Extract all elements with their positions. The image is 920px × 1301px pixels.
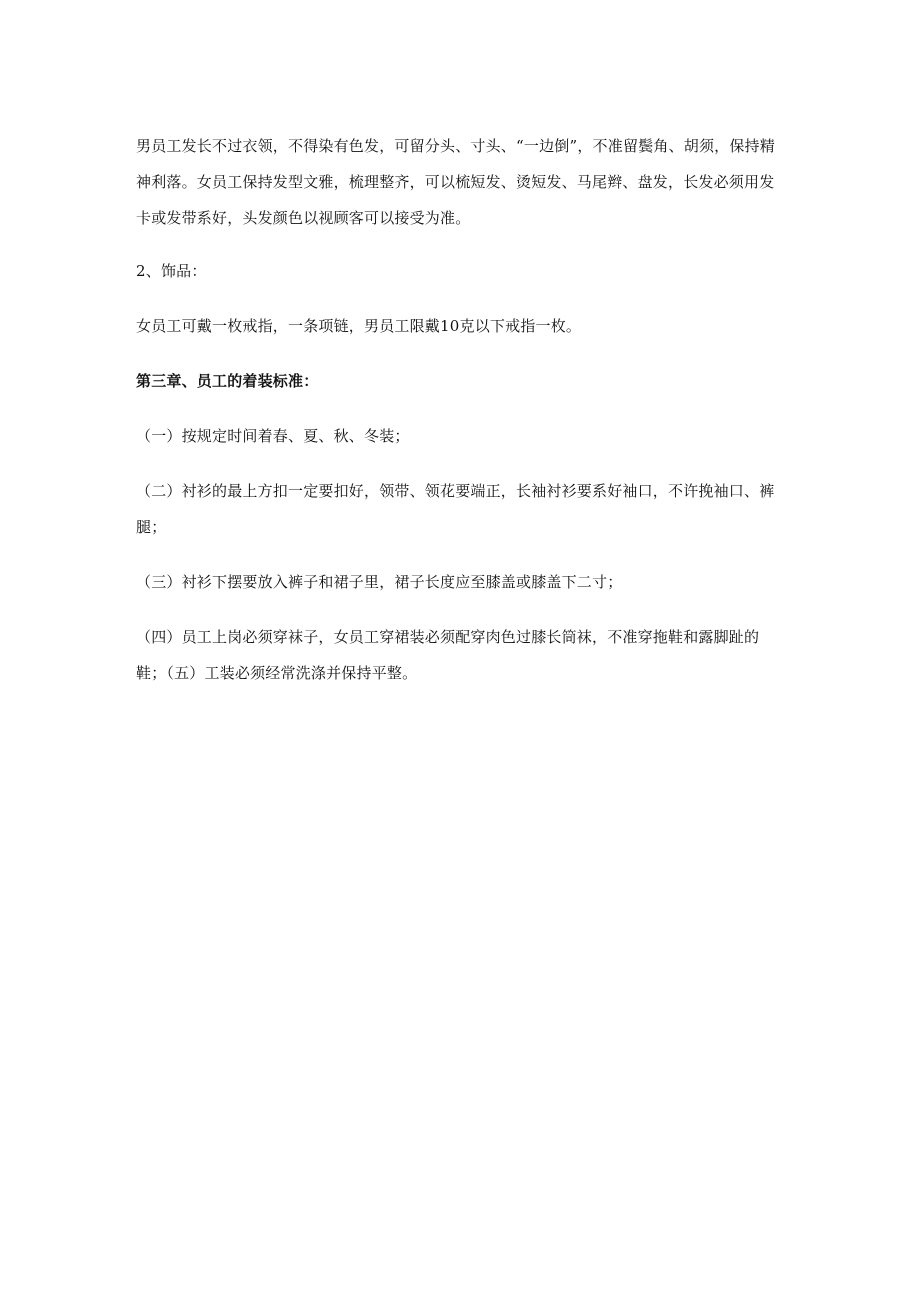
list-item-dress-4: （四）员工上岗必须穿袜子，女员工穿裙装必须配穿肉色过膝长筒袜，不准穿拖鞋和露脚趾的鞋；（五）工装必须经常洗涤并保持平整。 <box>136 628 760 682</box>
paragraph-accessories: 女员工可戴一枚戒指，一条项链，男员工限戴10克以下戒指一枚。 <box>136 317 582 335</box>
paragraph-hair-standard: 男员工发长不过衣领，不得染有色发，可留分头、寸头、“一边倒”，不准留鬓角、胡须，保持精神利落。女员工保持发型文雅，梳理整齐，可以梳短发、烫短发、马尾辫、盘发，长发必须用发卡或发带系好，头发颜色以视顾客可以接受为准。 <box>136 137 775 227</box>
list-item-dress-2: （二）衬衫的最上方扣一定要扣好，领带、领花要端正，长袖衬衫要系好袖口，不许挽袖口、裤腿； <box>136 482 775 536</box>
list-item-dress-3: （三）衬衫下摆要放入裤子和裙子里，裙子长度应至膝盖或膝盖下二寸； <box>136 573 623 591</box>
section-title-accessories: 2、饰品： <box>136 262 207 280</box>
list-item-dress-1: （一）按规定时间着春、夏、秋、冬装； <box>136 427 410 445</box>
chapter-title-dress-standard: 第三章、员工的着装标准： <box>136 372 319 390</box>
document-body <box>136 128 776 691</box>
